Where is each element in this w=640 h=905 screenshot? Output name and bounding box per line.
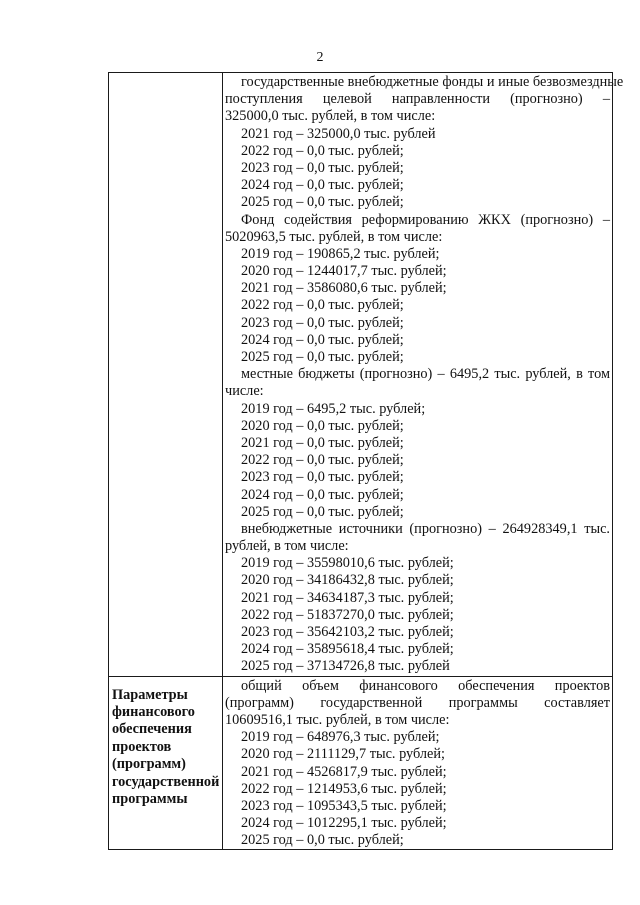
year-amount-line: 2022 год – 0,0 тыс. рублей;	[241, 297, 404, 314]
page-number: 2	[316, 50, 324, 65]
year-amount-line: 2022 год – 0,0 тыс. рублей;	[241, 452, 404, 469]
passport-table	[108, 72, 624, 850]
text-line: 325000,0 тыс. рублей, в том числе:	[225, 108, 436, 125]
text-line: общий объем финансового обеспечения проектов	[241, 677, 610, 694]
year-amount-line: 2024 год – 35895618,4 тыс. рублей;	[241, 641, 454, 658]
year-amount-line: 2023 год – 0,0 тыс. рублей;	[241, 159, 404, 176]
text-line: поступления целевой направленности (прогнозно) –	[225, 91, 610, 108]
row-label-line: программы	[112, 791, 188, 807]
table-row-project-financing	[109, 676, 613, 850]
project-financing-cell	[223, 676, 613, 850]
year-amount-line: 2024 год – 0,0 тыс. рублей;	[241, 177, 404, 194]
table-row-funding-sources	[109, 73, 613, 677]
text-line: внебюджетные источники (прогнозно) – 264928349,1 тыс.	[241, 520, 610, 537]
year-amount-line: 2025 год – 37134726,8 тыс. рублей	[241, 658, 450, 675]
row-label-line: проектов	[112, 738, 172, 755]
year-amount-line: 2021 год – 4526817,9 тыс. рублей;	[241, 763, 447, 780]
text-line: числе:	[225, 383, 264, 400]
year-amount-line: 2022 год – 51837270,0 тыс. рублей;	[241, 606, 454, 623]
row-label-line: (программ)	[112, 756, 186, 773]
year-amount-line: 2024 год – 0,0 тыс. рублей;	[241, 486, 404, 503]
text-line: государственные внебюджетные фонды и иные безвозмездные	[241, 74, 624, 90]
text-line: рублей, в том числе:	[225, 538, 349, 555]
year-amount-line: 2025 год – 0,0 тыс. рублей;	[241, 503, 404, 520]
year-amount-line: 2019 год – 35598010,6 тыс. рублей;	[241, 555, 454, 572]
funding-sources-cell	[223, 73, 624, 677]
text-line: (программ) государственной программы составляет	[225, 694, 610, 711]
text-line: Фонд содействия реформированию ЖКХ (прогнозно) –	[241, 211, 610, 228]
row-label-empty	[109, 73, 223, 677]
year-amount-line: 2021 год – 34634187,3 тыс. рублей;	[241, 589, 454, 606]
year-amount-line: 2022 год – 1214953,6 тыс. рублей;	[241, 780, 447, 797]
text-line: 5020963,5 тыс. рублей, в том числе:	[225, 228, 443, 245]
text-line: 10609516,1 тыс. рублей, в том числе:	[225, 711, 450, 728]
year-amount-line: 2025 год – 0,0 тыс. рублей;	[241, 349, 404, 365]
year-amount-line: 2019 год – 648976,3 тыс. рублей;	[241, 729, 440, 746]
year-amount-line: 2021 год – 3586080,6 тыс. рублей;	[241, 280, 447, 297]
year-amount-line: 2023 год – 35642103,2 тыс. рублей;	[241, 624, 454, 640]
year-amount-line: 2020 год – 34186432,8 тыс. рублей;	[241, 572, 454, 589]
year-amount-line: 2019 год – 190865,2 тыс. рублей;	[241, 245, 440, 262]
row-label-line: Параметры	[112, 686, 188, 703]
year-amount-line: 2024 год – 0,0 тыс. рублей;	[241, 331, 404, 348]
year-amount-line: 2020 год – 0,0 тыс. рублей;	[241, 417, 404, 434]
year-amount-line: 2023 год – 1095343,5 тыс. рублей;	[241, 797, 447, 814]
year-amount-line: 2021 год – 0,0 тыс. рублей;	[241, 434, 404, 451]
year-amount-line: 2019 год – 6495,2 тыс. рублей;	[241, 400, 426, 417]
project-financing-label-cell	[109, 676, 223, 850]
year-amount-line: 2020 год – 1244017,7 тыс. рублей;	[241, 263, 447, 280]
row-label-line: финансового	[112, 703, 195, 720]
year-amount-line: 2020 год – 2111129,7 тыс. рублей;	[241, 746, 446, 763]
year-amount-line: 2022 год – 0,0 тыс. рублей;	[241, 142, 404, 159]
year-amount-line: 2023 год – 0,0 тыс. рублей;	[241, 469, 404, 486]
year-amount-line: 2025 год – 0,0 тыс. рублей;	[241, 194, 404, 211]
year-amount-line: 2023 год – 0,0 тыс. рублей;	[241, 314, 404, 331]
text-line: местные бюджеты (прогнозно) – 6495,2 тыс. рублей, в том	[241, 366, 610, 383]
row-label-line: государственной	[112, 773, 220, 790]
row-label-line: обеспечения	[112, 721, 192, 738]
year-amount-line: 2025 год – 0,0 тыс. рублей;	[241, 832, 404, 849]
year-amount-line: 2021 год – 325000,0 тыс. рублей	[241, 125, 436, 142]
year-amount-line: 2024 год – 1012295,1 тыс. рублей;	[241, 815, 447, 832]
